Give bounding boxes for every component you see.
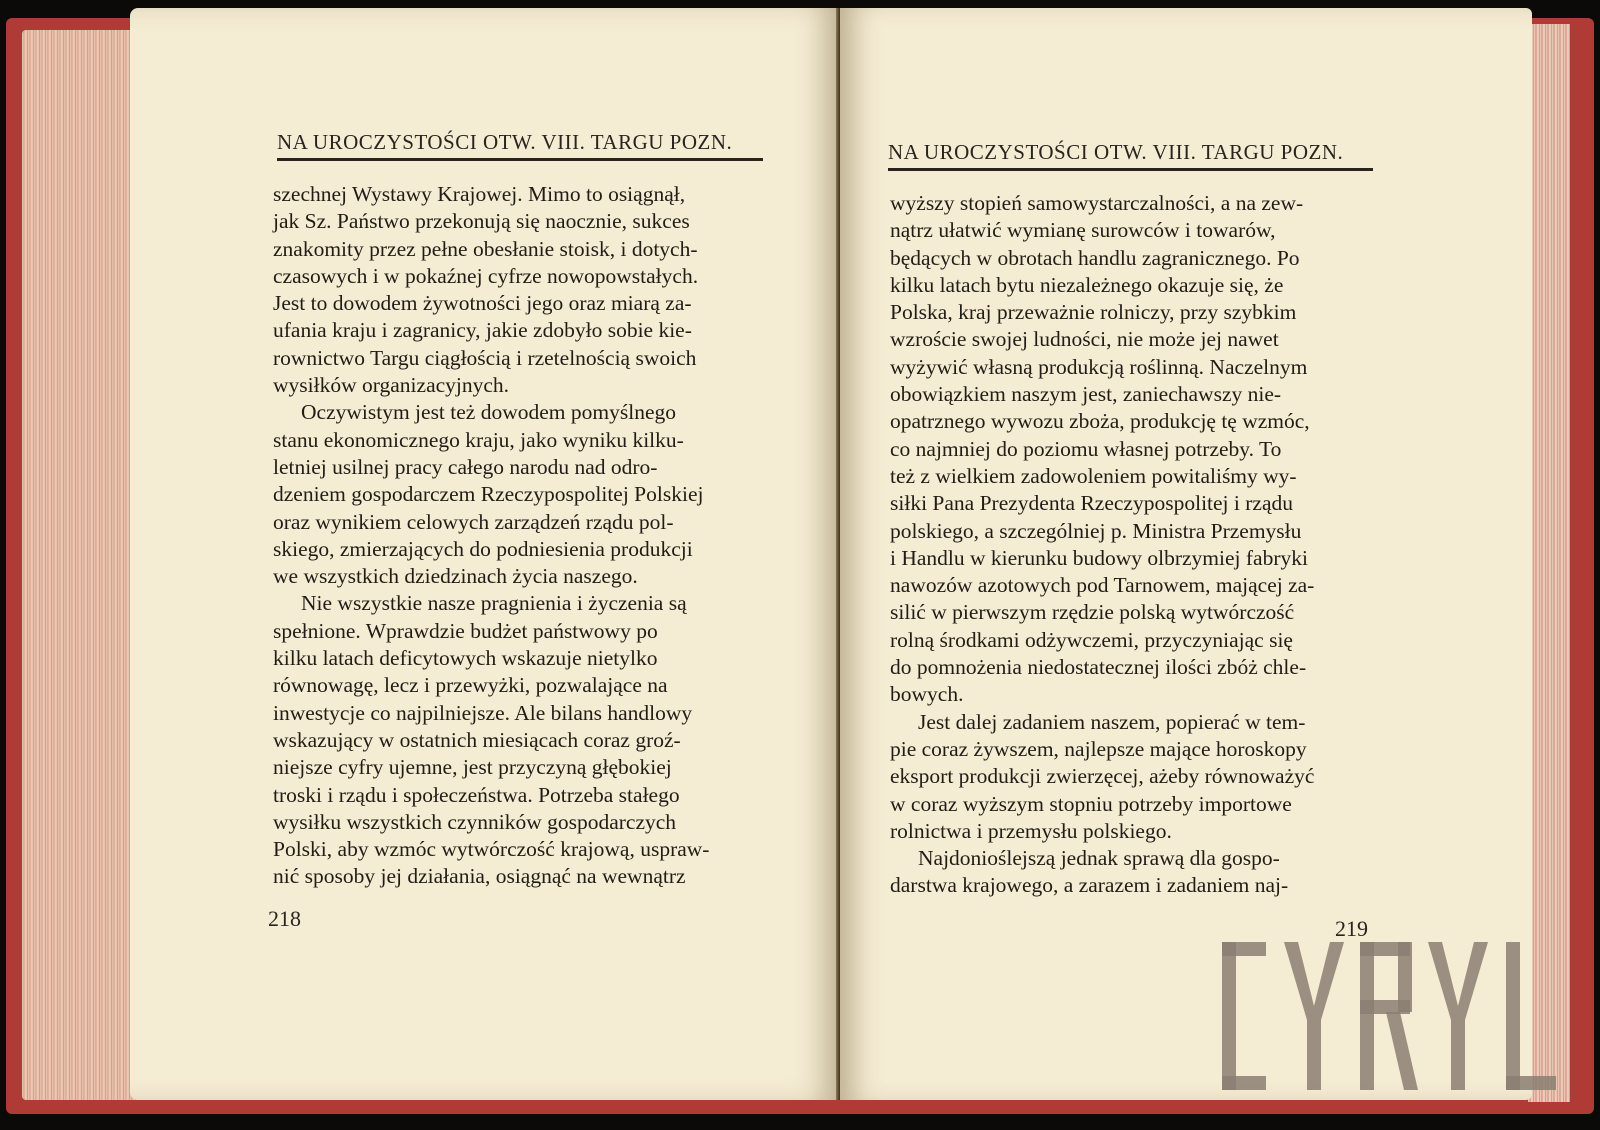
page-edges-right xyxy=(1528,24,1570,1102)
text-line: pie coraz żywszem, najlepsze mające horoskopy xyxy=(890,736,1307,761)
text-line: obowiązkiem naszym jest, zaniechawszy nie- xyxy=(890,382,1282,407)
text-line: dzeniem gospodarczem Rzeczypospolitej Polskiej xyxy=(273,482,704,507)
text-line: eksport produkcji zwierzęcej, ażeby równoważyć xyxy=(890,764,1315,789)
text-line: siłki Pana Prezydenta Rzeczypospolitej i rządu xyxy=(890,491,1293,516)
right-body-text xyxy=(890,190,1374,900)
text-line: nątrz ułatwić wymianę surowców i towarów, xyxy=(890,218,1276,243)
cyryl-watermark-logo xyxy=(1222,942,1560,1098)
text-line: wyższy stopień samowystarczalności, a na zew- xyxy=(890,191,1304,215)
text-line: wysiłku wszystkich czynników gospodarczych xyxy=(273,809,677,834)
text-line: Oczywistym jest też dowodem pomyślnego xyxy=(301,400,676,425)
text-line: do pomnożenia niedostatecznej ilości zbóż chle- xyxy=(890,655,1307,680)
text-line: oraz wynikiem celowych zarządzeń rządu pol- xyxy=(273,509,674,534)
text-line: skiego, zmierzających do podniesienia produkcji xyxy=(273,536,693,561)
text-line: czasowych i w pokaźnej cyfrze nowopowstałych. xyxy=(273,263,699,288)
right-running-head: NA UROCZYSTOŚCI OTW. VIII. TARGU POZN. xyxy=(888,140,1344,164)
text-line: kilku latach deficytowych wskazuje nietylko xyxy=(273,646,658,671)
right-page-number: 219 xyxy=(1335,916,1368,941)
text-line: równowagę, lecz i przewyżki, pozwalające na xyxy=(273,673,668,698)
right-head-rule xyxy=(888,168,1373,171)
text-line: letniej usilnej pracy całego narodu nad odro- xyxy=(273,454,658,479)
text-line: Polska, kraj przeważnie rolniczy, przy szybkim xyxy=(890,300,1297,325)
text-line: kilku latach bytu niezależnego okazuje się, że xyxy=(890,272,1284,297)
text-line: i Handlu w kierunku budowy olbrzymiej fabryki xyxy=(890,545,1308,570)
text-line: będących w obrotach handlu zagranicznego. Po xyxy=(890,245,1300,270)
text-line: wyżywić własną produkcją roślinną. Naczelnym xyxy=(890,354,1308,379)
left-head-rule xyxy=(277,158,763,161)
text-line: nić sposoby jej działania, osiągnąć na wewnątrz xyxy=(273,864,686,889)
left-page-number: 218 xyxy=(268,906,301,931)
text-line: rownictwo Targu ciągłością i rzetelnością swoich xyxy=(273,345,697,370)
text-line: spełnione. Wprawdzie budżet państwowy po xyxy=(273,618,658,643)
text-line: znakomity przez pełne obesłanie stoisk, i dotych- xyxy=(273,236,698,261)
text-line: Najdonioślejszą jednak sprawą dla gospo- xyxy=(918,846,1280,871)
text-line: Polski, aby wzmóc wytwórczość krajową, uspraw- xyxy=(273,837,710,862)
text-line: inwestycje co najpilniejsze. Ale bilans handlowy xyxy=(273,700,693,725)
text-line: darstwa krajowego, a zarazem i zadaniem naj- xyxy=(890,873,1289,898)
text-line: we wszystkich dziedzinach życia naszego. xyxy=(273,564,638,589)
text-line: też z wielkiem zadowoleniem powitaliśmy wy- xyxy=(890,463,1297,488)
text-line: silić w pierwszym rzędzie polską wytwórczość xyxy=(890,600,1295,625)
text-line: stanu ekonomicznego kraju, jako wyniku kilku- xyxy=(273,427,684,452)
text-line: rolną środkami odżywczemi, przyczyniając się xyxy=(890,627,1293,652)
text-line: szechnej Wystawy Krajowej. Mimo to osiągnął, xyxy=(273,182,686,206)
text-line: ufania kraju i zagranicy, jakie zdobyło sobie kie- xyxy=(273,318,692,343)
text-line: co najmniej do poziomu własnej potrzeby. To xyxy=(890,436,1282,461)
page-edges-left xyxy=(22,30,140,1100)
text-line: wzroście swojej ludności, nie może jej nawet xyxy=(890,327,1279,352)
text-line: opatrznego wywozu zboża, produkcję tę wzmóc, xyxy=(890,409,1310,434)
text-line: niejsze cyfry ujemne, jest przyczyną głębokiej xyxy=(273,755,672,780)
text-line: troski i rządu i społeczeństwa. Potrzeba stałego xyxy=(273,782,680,807)
text-line: Jest to dowodem żywotności jego oraz miarą za- xyxy=(273,291,692,316)
text-line: polskiego, a szczególniej p. Ministra Przemysłu xyxy=(890,518,1302,543)
text-line: w coraz wyższym stopniu potrzeby importowe xyxy=(890,791,1292,816)
text-line: nawozów azotowych pod Tarnowem, mającej za- xyxy=(890,573,1315,598)
text-line: jak Sz. Państwo przekonują się naocznie, sukces xyxy=(273,209,690,234)
text-line: rolnictwa i przemysłu polskiego. xyxy=(890,818,1172,843)
text-line: Jest dalej zadaniem naszem, popierać w tem- xyxy=(918,709,1306,734)
left-running-head: NA UROCZYSTOŚCI OTW. VIII. TARGU POZN. xyxy=(277,130,733,154)
text-line: Nie wszystkie nasze pragnienia i życzenia są xyxy=(301,591,687,616)
text-line: bowych. xyxy=(890,682,964,707)
text-line: wysiłków organizacyjnych. xyxy=(273,373,510,398)
text-line: wskazujący w ostatnich miesiącach coraz groź- xyxy=(273,727,681,752)
left-body-text xyxy=(273,181,763,891)
